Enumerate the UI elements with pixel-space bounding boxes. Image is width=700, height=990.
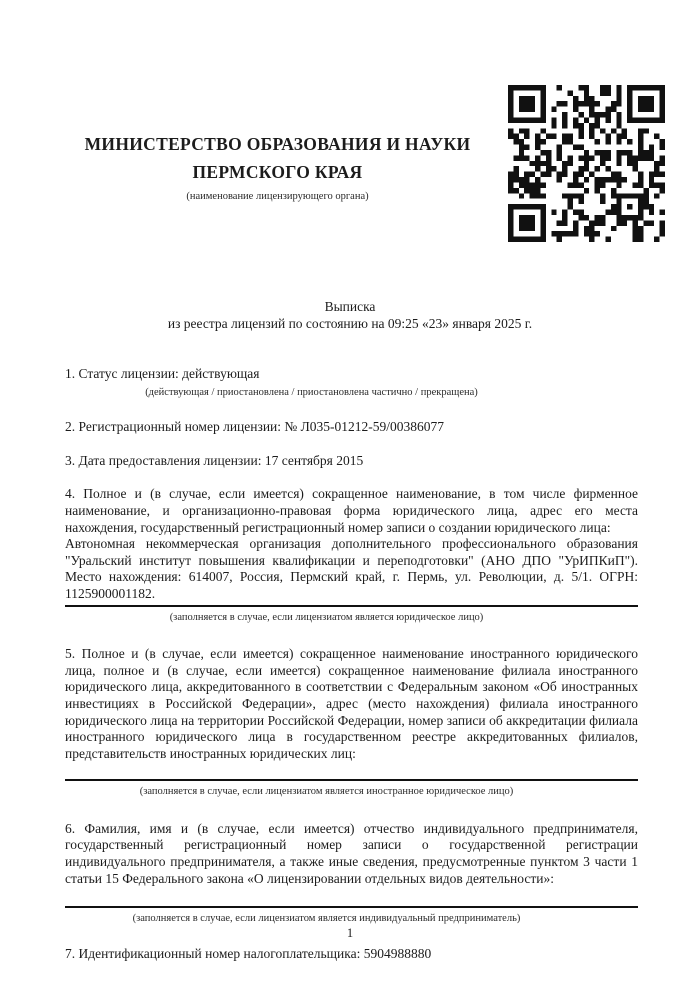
item-foreign-entity (65, 646, 638, 801)
item-legal-entity (65, 486, 638, 626)
entrepreneur-caption: (заполняется в случае, если лицензиатом является индивидуальный предприниматель) (132, 913, 521, 925)
qr-code-icon (508, 85, 665, 242)
entrepreneur-question: 6. Фамилия, имя и (в случае, если имеется) отчество индивидуального предпринимателя, государственный регистрационный номер записи о государственной регистрации индивидуального предпринимателя, а также иные сведения, предусмотренные пунктом 3 части 1 статьи 15 Федерального закона «О лицензировании отдельных видов деятельности»: (65, 820, 638, 886)
field-rule (65, 605, 638, 607)
ministry-name (65, 130, 490, 186)
document-body (0, 366, 700, 962)
foreign-entity-question: 5. Полное и (в случае, если имеется) сокращенное наименование иностранного юридического лица, полное и (в случае, если имеется) сокращенное наименование филиала иностранного юридического лица, аккредитованного в соответствии с Федеральным законом «Об иностранных инвестициях в Российской Федерации», адрес (место нахождения) филиала иностранного юридического лица на территории Российской Федерации, номер записи об аккредитации филиала иностранного юридического лица в государственном реестре аккредитованных филиалов, представительств иностранных юридических лиц: (65, 646, 638, 761)
license-status-caption: (действующая / приостановлена / приостановлена частично / прекращена) (145, 386, 478, 398)
ministry-name-line2: ПЕРМСКОГО КРАЯ (192, 162, 363, 182)
item-individual-entrepreneur (65, 821, 638, 928)
document-title-line2: из реестра лицензий по состоянию на 09:25 «23» января 2025 г. (167, 316, 533, 331)
ministry-name-line1: МИНИСТЕРСТВО ОБРАЗОВАНИЯ И НАУКИ (84, 134, 471, 154)
legal-entity-caption: (заполняется в случае, если лицензиатом является юридическое лицо) (169, 611, 484, 623)
license-date-text: 3. Дата предоставления лицензии: 17 сентября 2015 (65, 452, 364, 468)
page-number: 1 (346, 926, 354, 940)
foreign-entity-caption: (заполняется в случае, если лицензиатом является иностранное юридическое лицо) (139, 786, 514, 798)
field-rule (65, 779, 638, 781)
registration-number-text: 2. Регистрационный номер лицензии: № Л035-01212-59/00386077 (65, 419, 445, 435)
item-registration-number (65, 419, 638, 436)
ministry-caption: (наименование лицензирующего органа) (186, 191, 369, 202)
item-license-date (65, 453, 638, 470)
license-status-text: 1. Статус лицензии: действующая (65, 366, 260, 381)
legal-entity-answer: Автономная некоммерческая организация дополнительного профессионального образования "Уральский институт повышения квалификации и переподготовки" (АНО ДПО "УрИПКиП"). Место нахождения: 614007, Россия, Пермский край, г. Пермь, ул. Революции, д. 5/1. ОГРН: 1125900001182. (65, 536, 638, 601)
legal-entity-question: 4. Полное и (в случае, если имеется) сокращенное наименование, в том числе фирменное наименование, и организационно-правовая форма юридического лица, адрес его места нахождения, государственный регистрационный номер записи о создании юридического лица: (65, 486, 638, 535)
item-taxpayer-number (65, 946, 638, 963)
document-title-line1: Выписка (324, 299, 376, 314)
document-title (0, 298, 700, 332)
item-license-status (65, 366, 638, 401)
field-rule (65, 906, 638, 908)
taxpayer-number-text: 7. Идентификационный номер налогоплательщика: 5904988880 (65, 945, 432, 961)
document-header (0, 0, 700, 242)
licensing-authority-block (65, 130, 490, 202)
